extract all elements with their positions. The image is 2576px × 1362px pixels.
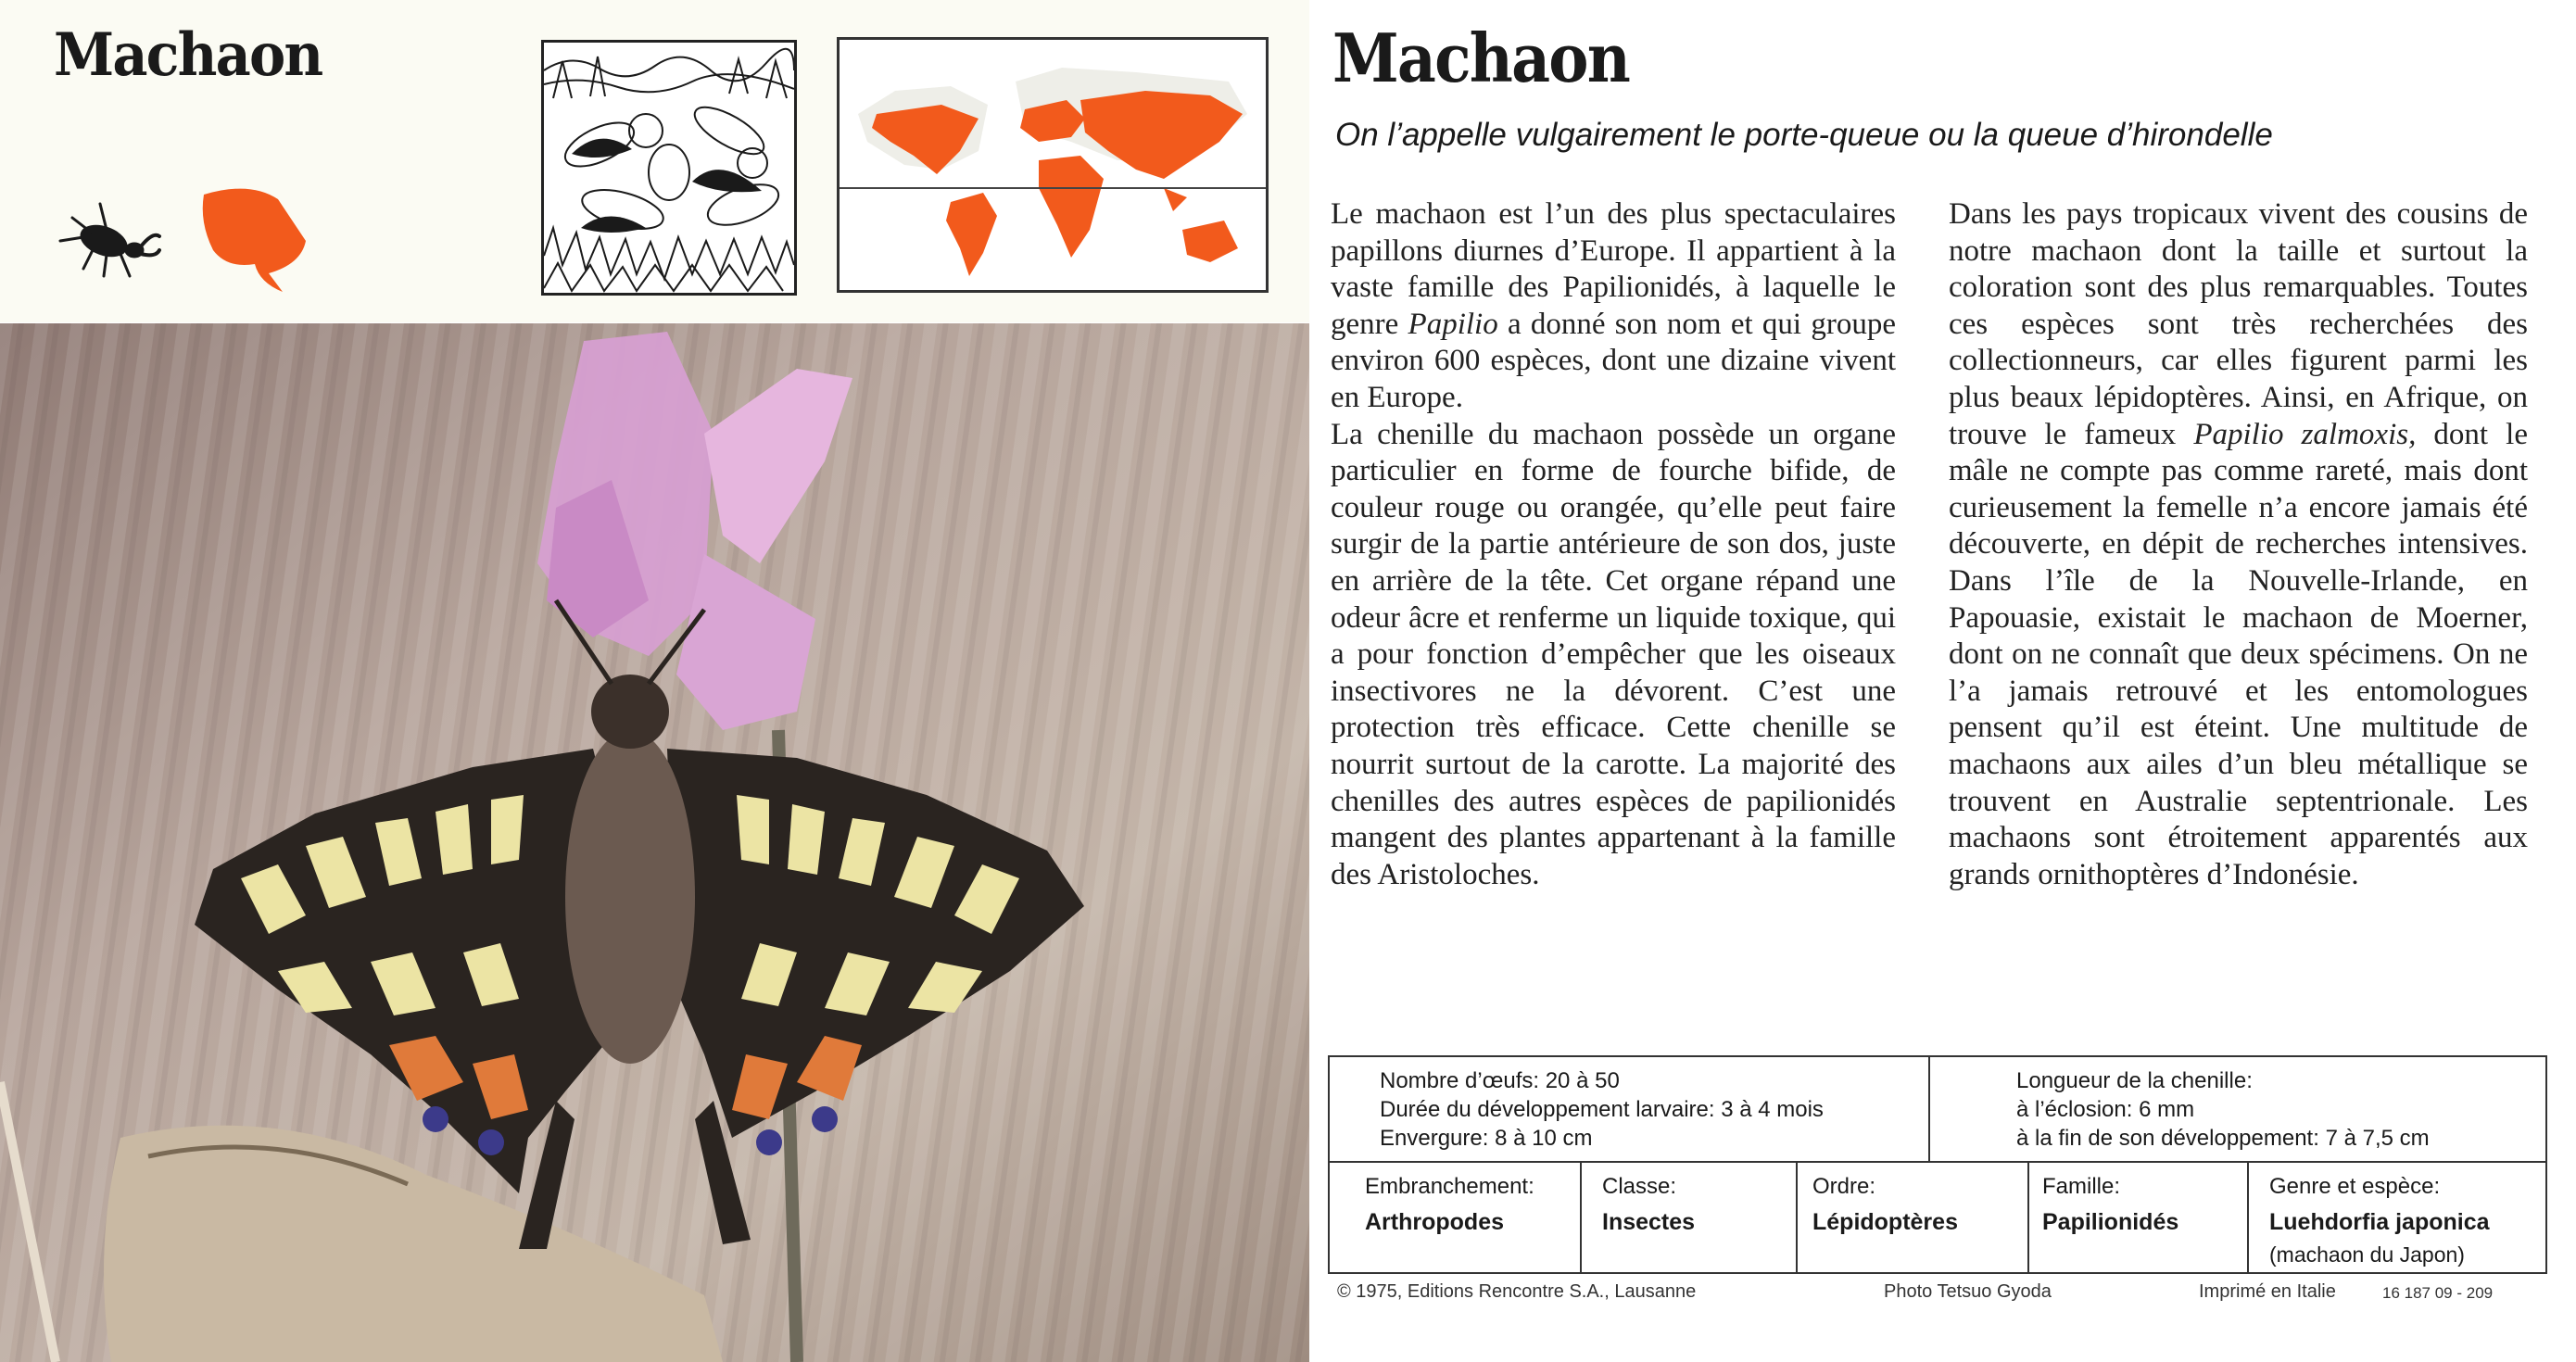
classification-value: Papilionidés [2042, 1209, 2179, 1235]
photo-credit: Photo Tetsuo Gyoda [1884, 1281, 2052, 1302]
butterfly-photo [0, 322, 1309, 1362]
butterfly-icon [195, 176, 315, 296]
larval-fact: Durée du développement larvaire: 3 à 4 mois [1380, 1097, 1824, 1122]
classification-classe [1582, 1161, 1796, 1272]
text-column-right [1949, 196, 2528, 893]
classification-embranchement [1330, 1161, 1580, 1272]
card-title: Machaon [54, 20, 322, 90]
caterpillar-length-title: Longueur de la chenille: [2016, 1068, 2253, 1093]
classification-famille [2029, 1161, 2247, 1272]
classification-label: Famille: [2042, 1174, 2121, 1199]
divider [1928, 1057, 1930, 1161]
classification-genre-espece [2249, 1161, 2544, 1272]
classification-value: Luehdorfia japonica [2269, 1209, 2490, 1235]
info-box [1328, 1055, 2547, 1274]
beetle-icon [56, 176, 167, 287]
facts-row [1330, 1057, 2545, 1163]
wingspan-fact: Envergure: 8 à 10 cm [1380, 1126, 1593, 1151]
card-code: 16 187 09 - 209 [2382, 1284, 2494, 1302]
caterpillar-length-end: à la fin de son développement: 7 à 7,5 cm [2016, 1126, 2430, 1151]
classification-value: Insectes [1602, 1209, 1696, 1235]
paragraph: La chenille du machaon possède un organe particulier en forme de fourche bifide, de couleur rouge ou orangée, qu’elle peut faire surgir de la partie antérieure de son dos, juste en arrière de la tête. Cet organe répand une odeur âcre et renferme un liquide toxique, qui a pour fonction d’empêcher que les oiseaux insectivores ne la dévorent. C’est une protection très efficace. Cette chenille se nourrit surtout de la carotte. La majorité des chenilles des autres espèces de papilionidés mangent des plantes appartenant à la famille des Aristoloches. [1331, 417, 1896, 891]
classification-ordre [1798, 1161, 2027, 1272]
classification-label: Genre et espèce: [2269, 1174, 2441, 1199]
classification-value: Lépidoptères [1812, 1209, 1958, 1235]
world-map [837, 37, 1269, 293]
eggs-fact: Nombre d’œufs: 20 à 50 [1380, 1068, 1620, 1093]
caterpillar-length-hatch: à l’éclosion: 6 mm [2016, 1097, 2195, 1122]
paragraph: Le machaon est l’un des plus spectaculaires papillons diurnes d’Europe. Il appartient à la vaste famille des Papilionidés, à laquelle le genre Papilio a donné son nom et qui groupe environ 600 espèces, dont une dizaine vivent en Europe. [1331, 197, 1896, 414]
classification-value: Arthropodes [1365, 1209, 1504, 1235]
classification-label: Classe: [1602, 1174, 1677, 1199]
card-title: Machaon [1332, 19, 1630, 97]
text-column-left [1331, 196, 1896, 893]
printed-in: Imprimé en Italie [2199, 1281, 2336, 1302]
classification-label: Embranchement: [1365, 1174, 1534, 1199]
paragraph: Dans les pays tropicaux vivent des cousins de notre machaon dont la taille et surtout la coloration sont des plus remarquables. Toutes ces espèces sont très recherchées des collectionneurs, car elles figurent parmi les plus beaux lépidoptères. Ainsi, en Afrique, on trouve le fameux Papilio zalmoxis, dont le mâle ne compte pas comme rareté, mais dont curieusement la femelle n’a encore jamais été découverte, en dépit de recherches intensives. Dans l’île de la Nouvelle-Irlande, en Papouasie, existait le machaon de Moerner, dont on ne connaît que deux spécimens. On ne l’a jamais retrouvé et les entomologues pensent qu’il est éteint. Une multitude de machaons aux ailes d’un bleu métallique se trouvent en Australie septentrionale. Les machaons sont étroitement apparentés aux grands ornithoptères d’Indonésie. [1949, 197, 2528, 891]
habitat-illustration [541, 40, 797, 296]
copyright-notice: © 1975, Editions Rencontre S.A., Lausanne [1337, 1281, 1697, 1302]
right-card [1309, 0, 2576, 1362]
classification-note: (machaon du Japon) [2269, 1242, 2465, 1267]
card-subtitle: On l’appelle vulgairement le porte-queue ou la queue d’hirondelle [1335, 117, 2273, 153]
classification-label: Ordre: [1812, 1174, 1876, 1199]
